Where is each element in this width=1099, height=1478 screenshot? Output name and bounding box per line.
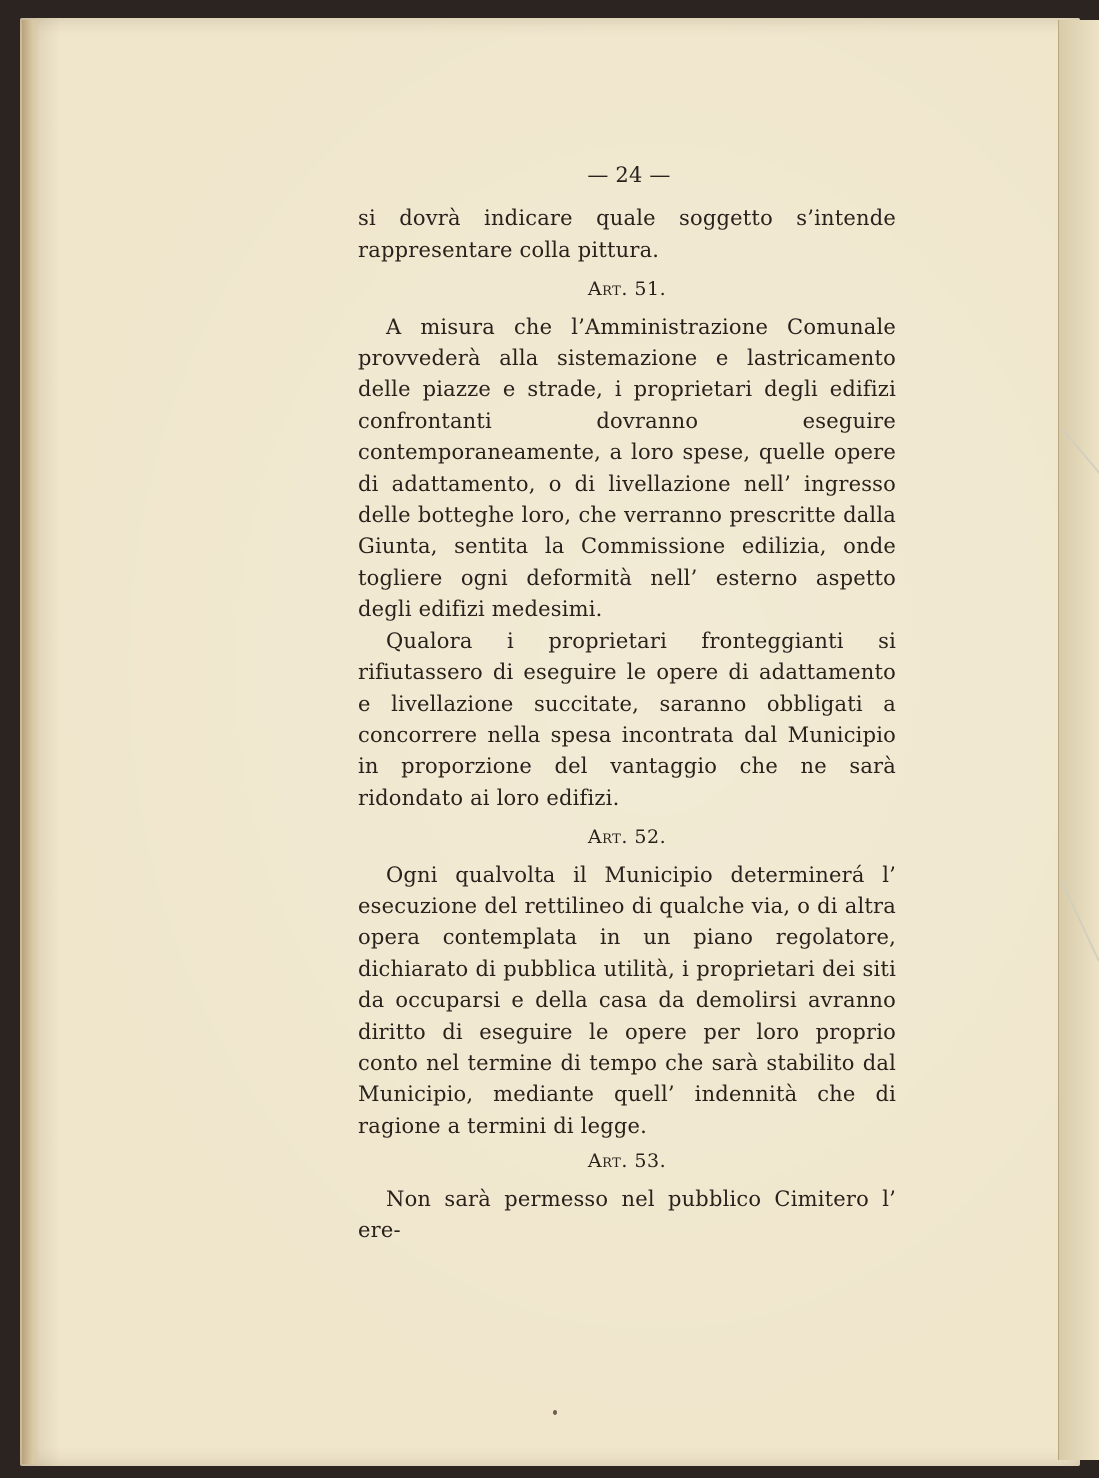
page-number: — 24 — [587,163,671,187]
article-51-heading: Art. 51. [587,278,667,301]
paper-speck [553,1410,557,1415]
next-page-edge [1058,20,1099,1460]
page-text [358,160,896,1246]
article-52-paragraph-1: Ogni qualvolta il Municipio determinerá l’ esecuzione del rettilineo di qualche via, o di altra opera contemplata in un piano regolatore, dichiarato di pubblica utilità, i proprietari dei siti da occuparsi e della casa da demolirsi avranno diritto di eseguire le opere per loro proprio conto nel termine di tempo che sarà stabilito dal Municipio, mediante quell’ indennità che di ragione a termini di legge. [358,862,896,1138]
article-51-paragraph-2: Qualora i proprietari fronteggianti si rifiutassero di eseguire le opere di adattamento e livellazione succitate, saranno obbligati a concorrere nella spesa incontrata dal Municipio in proporzione del vantaggio che ne sarà ridondato ai loro edifizi. [358,628,896,810]
article-53-paragraph-1: Non sarà permesso nel pubblico Cimitero l’ ere- [358,1186,896,1242]
article-51-paragraph-1: A misura che l’Amministrazione Comunale provvederà alla sistemazione e lastricamento delle piazze e strade, i proprietari degli edifizi confrontanti dovranno eseguire contemporaneamente, a loro spese, quelle opere di adattamento, o di livellazione nell’ ingresso delle botteghe loro, che verranno prescritte dalla Giunta, sentita la Commissione edilizia, onde togliere ogni deformità nell’ esterno aspetto degli edifizi medesimi. [358,314,896,622]
article-53-heading: Art. 53. [587,1150,667,1173]
intro-paragraph: si dovrà indicare quale soggetto s’intende rappresentare colla pittura. [358,206,896,262]
article-52-heading: Art. 52. [587,826,667,849]
page-binding-edge [22,20,40,1464]
